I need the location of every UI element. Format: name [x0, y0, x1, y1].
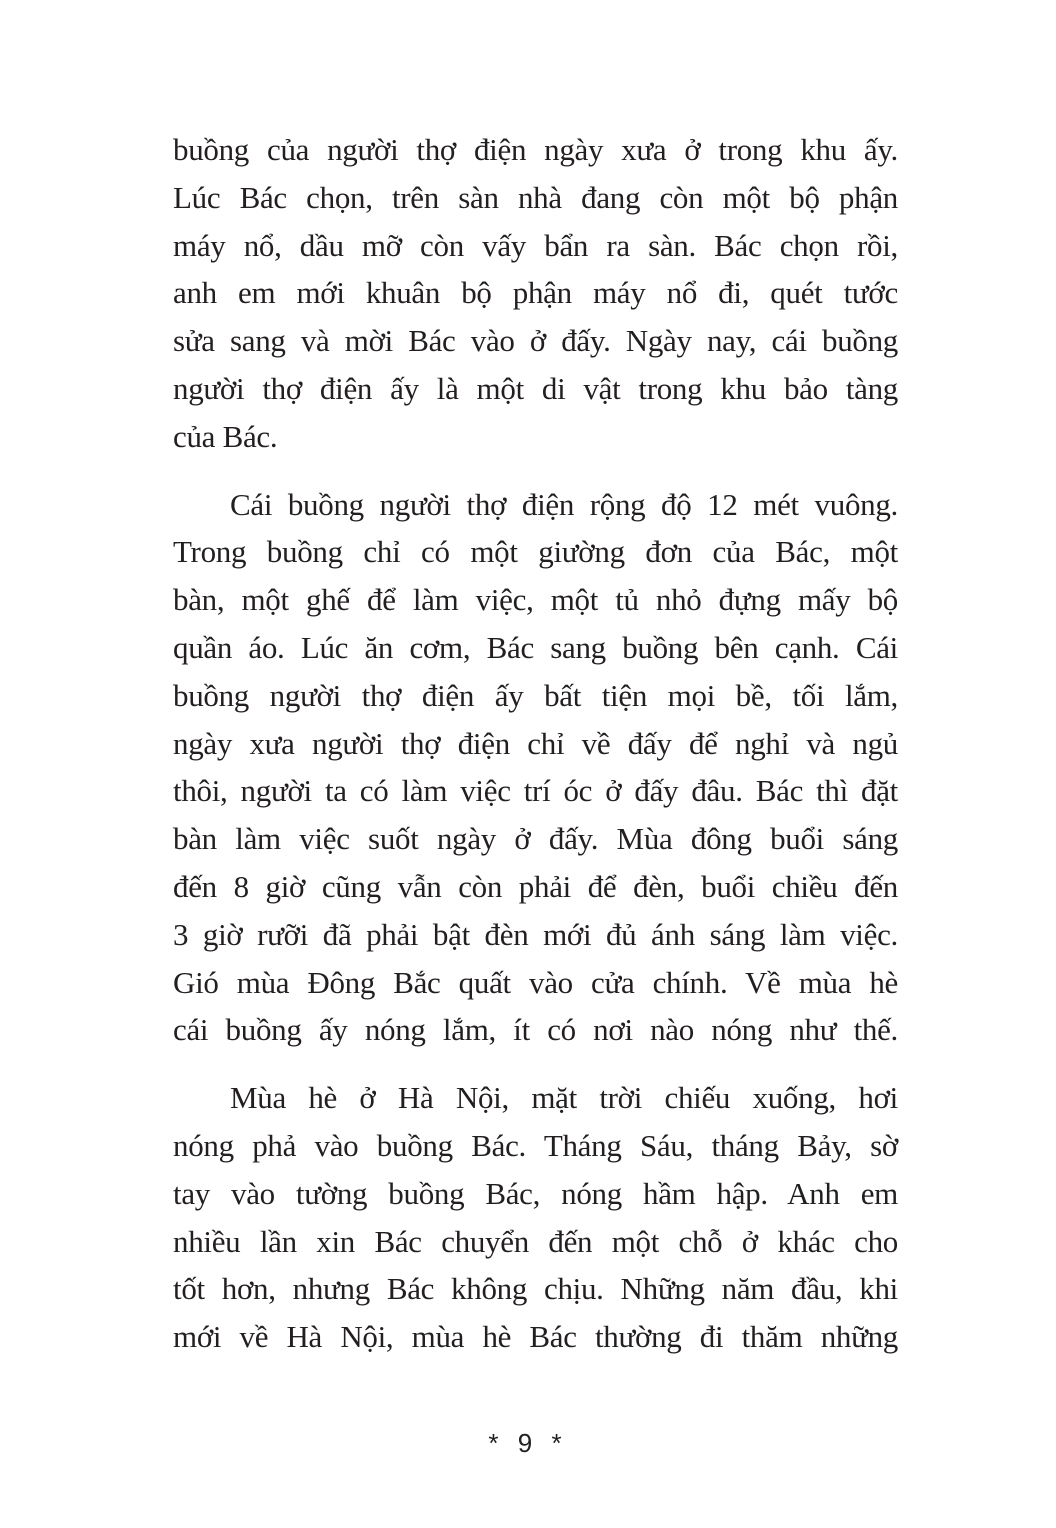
text-line: Lúc Bác chọn, trên sàn nhà đang còn một bộ phận [173, 179, 898, 215]
text-line: quần áo. Lúc ăn cơm, Bác sang buồng bên cạnh. Cái [173, 629, 898, 665]
text-line: người thợ điện ấy là một di vật trong khu bảo tàng [173, 370, 898, 406]
page-body [173, 126, 898, 1381]
text-line: 3 giờ rưỡi đã phải bật đèn mới đủ ánh sáng làm việc. [173, 916, 898, 952]
text-line: cái buồng ấy nóng lắm, ít có nơi nào nóng như thế. [173, 1012, 898, 1048]
text-line: mới về Hà Nội, mùa hè Bác thường đi thăm những [173, 1319, 898, 1355]
paragraph-1 [173, 126, 898, 461]
text-line: bàn làm việc suốt ngày ở đấy. Mùa đông buổi sáng [173, 821, 898, 857]
text-line: thôi, người ta có làm việc trí óc ở đấy đâu. Bác thì đặt [173, 773, 898, 809]
text-line: nóng phả vào buồng Bác. Tháng Sáu, tháng Bảy, sờ [173, 1127, 898, 1163]
text-line: anh em mới khuân bộ phận máy nổ đi, quét tước [173, 275, 898, 311]
text-line: của Bác. [173, 418, 278, 454]
text-line: buồng của người thợ điện ngày xưa ở trong khu ấy. [173, 132, 898, 167]
text-line: nhiều lần xin Bác chuyển đến một chỗ ở khác cho [173, 1223, 898, 1259]
text-line: tay vào tường buồng Bác, nóng hầm hập. Anh em [173, 1175, 898, 1211]
text-line: máy nổ, dầu mỡ còn vấy bẩn ra sàn. Bác chọn rồi, [173, 227, 898, 263]
text-line: Gió mùa Đông Bắc quất vào cửa chính. Về mùa hè [173, 964, 898, 1000]
paragraph-2 [173, 481, 898, 1055]
text-line: Mùa hè ở Hà Nội, mặt trời chiếu xuống, hơi [230, 1080, 898, 1116]
text-line: Cái buồng người thợ điện rộng độ 12 mét vuông. [230, 486, 898, 522]
text-line: Trong buồng chỉ có một giường đơn của Bác, một [173, 534, 898, 570]
text-line: đến 8 giờ cũng vẫn còn phải để đèn, buổi chiều đến [173, 868, 898, 904]
text-line: bàn, một ghế để làm việc, một tủ nhỏ đựng mấy bộ [173, 582, 898, 618]
text-line: ngày xưa người thợ điện chỉ về đấy để nghỉ và ngủ [173, 725, 898, 761]
paragraph-3 [173, 1074, 898, 1361]
page-number: * 9 * [488, 1428, 568, 1458]
text-line: tốt hơn, nhưng Bác không chịu. Những năm đầu, khi [173, 1271, 898, 1307]
text-line: sửa sang và mời Bác vào ở đấy. Ngày nay, cái buồng [173, 323, 898, 359]
text-line: buồng người thợ điện ấy bất tiện mọi bề, tối lắm, [173, 677, 898, 713]
